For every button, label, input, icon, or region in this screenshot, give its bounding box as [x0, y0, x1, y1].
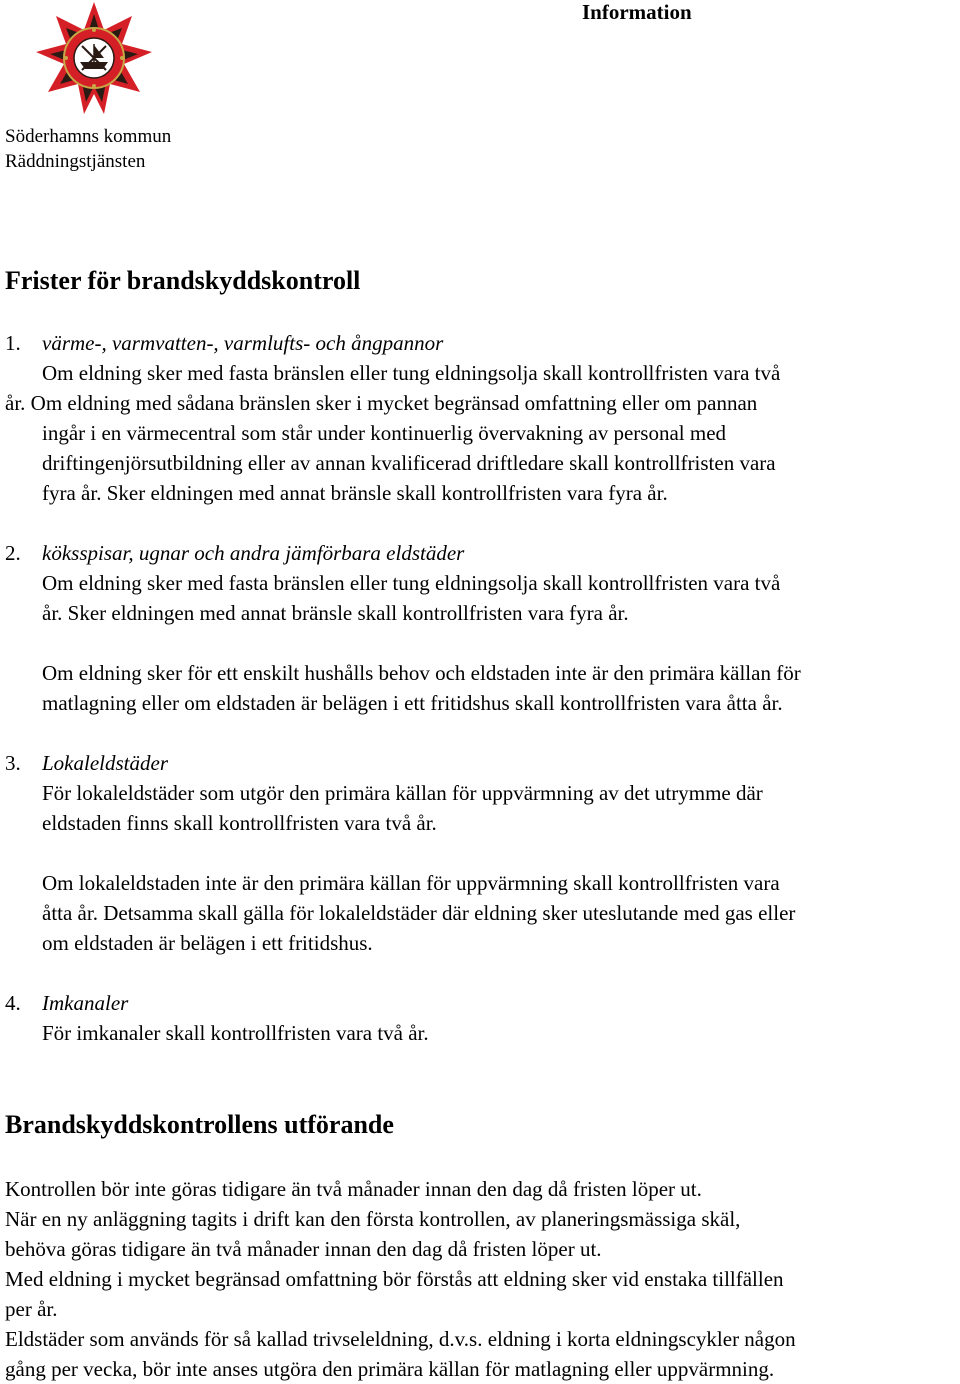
item-4-number: 4.	[5, 991, 21, 1015]
item-1-line-5: fyra år. Sker eldningen med annat bränsle skall kontrollfristen vara fyra år.	[42, 481, 668, 505]
utforande-line-2: När en ny anläggning tagits i drift kan den första kontrollen, av planeringsmässiga skäl,	[5, 1207, 741, 1231]
item-3-title: Lokaleldstäder	[42, 751, 168, 775]
item-1-title: värme-, varmvatten-, varmlufts- och ångpannor	[42, 331, 444, 355]
utforande-line-7: gång per vecka, bör inte anses utgöra den primära källan för matlagning eller uppvärmning.	[5, 1357, 775, 1381]
item-1-line-3: ingår i en värmecentral som står under kontinuerlig övervakning av personal med	[42, 421, 727, 445]
item-4-title: Imkanaler	[42, 991, 129, 1015]
organization-block	[5, 124, 171, 174]
item-2-title: köksspisar, ugnar och andra jämförbara eldstäder	[42, 541, 465, 565]
org-line-municipality: Söderhamns kommun	[5, 126, 172, 147]
item-3-extra-line-3: om eldstaden är belägen i ett fritidshus.	[42, 931, 373, 955]
item-3-extra-line-1: Om lokaleldstaden inte är den primära källan för uppvärmning skall kontrollfristen vara	[42, 871, 780, 895]
item-3-line-1: För lokaleldstäder som utgör den primära källan för uppvärmning av det utrymme där	[42, 781, 763, 805]
item-2-extra-line-1: Om eldning sker för ett enskilt hushålls behov och eldstaden inte är den primära källan för	[42, 661, 801, 685]
fire-brigade-emblem-icon	[30, 2, 158, 122]
utforande-line-3: behöva göras tidigare än två månader innan den dag då fristen löper ut.	[5, 1237, 602, 1261]
item-2-line-2: år. Sker eldningen med annat bränsle skall kontrollfristen vara fyra år.	[42, 601, 629, 625]
item-1-line-2: år. Om eldning med sådana bränslen sker i mycket begränsad omfattning eller om pannan	[5, 391, 758, 415]
item-3-extra-line-2: åtta år. Detsamma skall gälla för lokaleldstäder där eldning sker uteslutande med gas eller	[42, 901, 796, 925]
item-1-line-4: driftingenjörsutbildning eller av annan kvalificerad driftledare skall kontrollfristen vara	[42, 451, 776, 475]
org-line-department: Räddningstjänsten	[5, 151, 146, 172]
section-title-utforande: Brandskyddskontrollens utförande	[5, 1110, 394, 1139]
item-3-line-2: eldstaden finns skall kontrollfristen vara två år.	[42, 811, 437, 835]
item-1-number: 1.	[5, 331, 21, 355]
utforande-line-5: per år.	[5, 1297, 58, 1321]
item-4-line-1: För imkanaler skall kontrollfristen vara två år.	[42, 1021, 429, 1045]
utforande-line-1: Kontrollen bör inte göras tidigare än två månader innan den dag då fristen löper ut.	[5, 1177, 702, 1201]
item-2-number: 2.	[5, 541, 21, 565]
item-1-line-1: Om eldning sker med fasta bränslen eller tung eldningsolja skall kontrollfristen vara två	[42, 361, 781, 385]
utforande-line-4: Med eldning i mycket begränsad omfattning bör förstås att eldning sker vid enstaka tillfällen	[5, 1267, 784, 1291]
utforande-line-6: Eldstäder som används för så kallad trivseleldning, d.v.s. eldning i korta eldningscykler någon	[5, 1327, 796, 1351]
document-type-label: Information	[582, 0, 692, 24]
item-2-extra-line-2: matlagning eller om eldstaden är belägen i ett fritidshus skall kontrollfristen vara åtta år.	[42, 691, 783, 715]
item-3-number: 3.	[5, 751, 21, 775]
item-2-line-1: Om eldning sker med fasta bränslen eller tung eldningsolja skall kontrollfristen vara två	[42, 571, 781, 595]
section-title-frister: Frister för brandskyddskontroll	[5, 266, 361, 295]
